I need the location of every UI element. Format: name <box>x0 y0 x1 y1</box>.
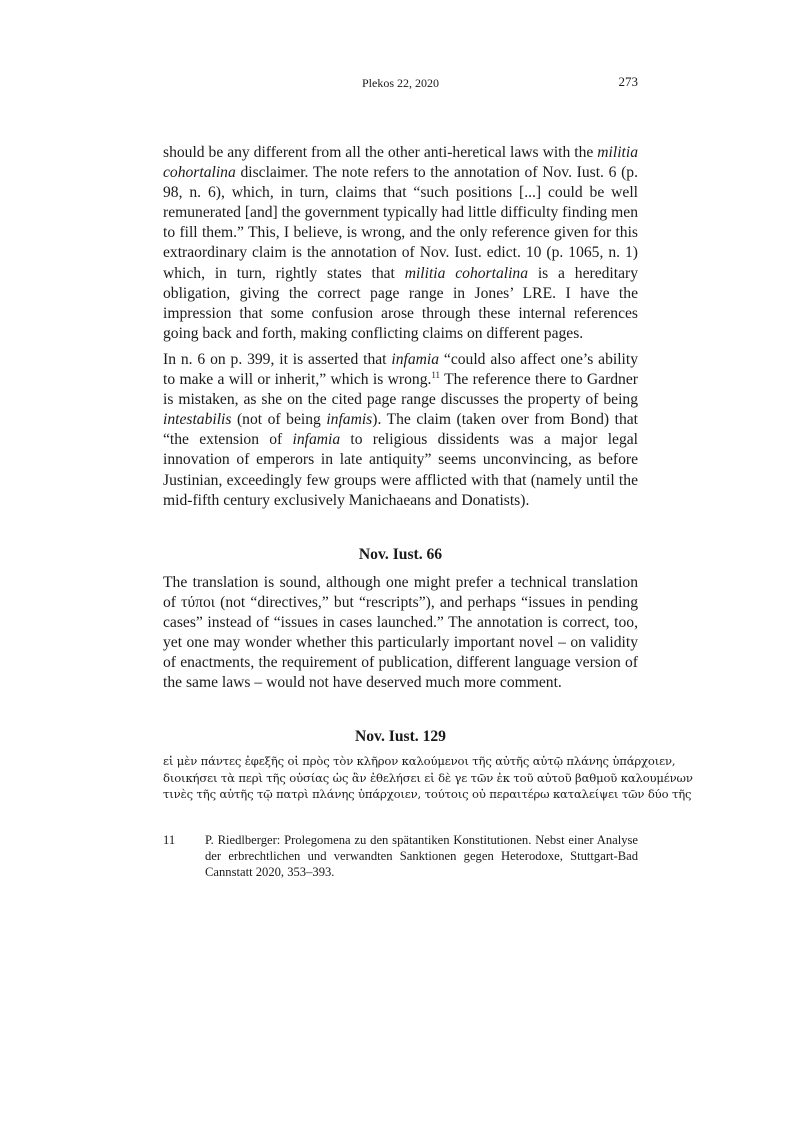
section-heading: Nov. Iust. 129 <box>355 728 446 746</box>
greek-quotation <box>163 753 693 803</box>
section-nov-iust-66 <box>163 545 638 694</box>
latin-term: militia cohortalina <box>163 144 638 182</box>
greek-line: εἰ μὲν πάντες ἐφεξῆς οἱ πρὸς τὸν κλῆρον καλούμενοι τῆς αὐτῆς αὐτῷ πλάνης ὑπάρχοιεν, <box>163 754 676 769</box>
running-head <box>163 76 638 94</box>
footnote <box>163 832 638 881</box>
footnote-reference[interactable]: 11 <box>431 370 441 381</box>
paragraph: In n. 6 on p. 399, it is asserted that infamia “could also affect one’s ability to make a will or inherit,” which is wrong.$^{11}$ The reference there to Gardner is mistaken, as she on the cited page range discusses the property of being intestabilis (not of being infamis). The claim (taken over from Bond) that “the extension of infamia to religious dissidents was a major legal innovation of emperors in late antiquity” seems unconvincing, as before Justinian, exceedingly few groups were afflicted with that (namely until the mid-fifth century exclusively Manichaeans and Donatists). <box>163 350 639 509</box>
latin-term: militia cohortalina <box>404 264 528 282</box>
footnote-text: P. Riedlberger: Prolegomena zu den spätantiken Konstitutionen. Nebst einer Analyse der erbrechtlichen und verwandten Sanktionen gegen Heterodoxe, Stuttgart-Bad Cannstatt 2020, 353–393. <box>205 833 638 880</box>
greek-line: διοικήσει τὰ περὶ τῆς οὐσίας ὡς ἂν ἐθελήσει εἰ δὲ γε τῶν ἐκ τοῦ αὐτοῦ βαθμοῦ καλουμένων <box>163 770 693 785</box>
page-number: 273 <box>618 74 638 89</box>
greek-line: τινὲς τῆς αὐτῆς τῷ πατρὶ πλάνης ὑπάρχοιεν, τούτοις οὐ περαιτέρω καταλείψει τῶν δύο τῆς <box>163 787 692 802</box>
latin-term: infamia <box>391 350 440 368</box>
latin-term: infamia <box>292 431 341 449</box>
latin-term: intestabilis <box>163 411 232 429</box>
journal-citation: Plekos 22, 2020 <box>361 76 439 90</box>
paragraph: The translation is sound, although one might prefer a technical translation of τύποι (not “directives,” but “rescripts”), and perhaps “issues in pending cases” instead of “issues in cases launched.” The annotation is correct, too, yet one may wonder whether this particularly important novel – on validity of enactments, the requirement of publication, different language version of the same laws – would not have deserved much more comment. <box>163 573 638 692</box>
paragraph: should be any different from all the other anti-heretical laws with the militia cohortalina disclaimer. The note refers to the annotation of Nov. Iust. 6 (p. 98, n. 6), which, in turn, claims that “such positions [...] could be well remunerated [and] the government typically had little difficulty finding men to fill them.” This, I believe, is wrong, and the only reference given for this extraordinary claim is the annotation of Nov. Iust. edict. 10 (p. 1065, n. 1) which, in turn, rightly states that militia cohortalina is a hereditary obligation, giving the correct page range in Jones’ LRE. I have the impression that some confusion arose through these internal references going back and forth, making conflicting claims on different pages. <box>163 144 638 342</box>
footnote-number: 11 <box>163 833 176 847</box>
section-nov-iust-129 <box>163 727 693 803</box>
main-text <box>163 143 693 803</box>
section-heading: Nov. Iust. 66 <box>358 545 443 563</box>
latin-term: infamis <box>326 411 373 429</box>
